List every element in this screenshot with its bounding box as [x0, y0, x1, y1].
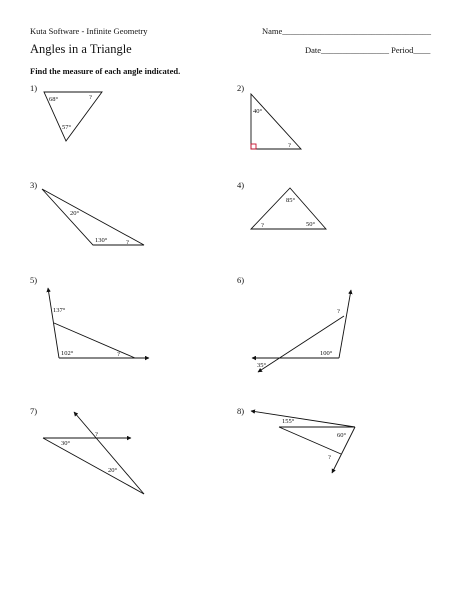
name-field: Name___________________________________	[262, 26, 432, 36]
problem-8-number: 8)	[237, 406, 245, 416]
problem-2-number: 2)	[237, 83, 245, 93]
right-angle-mark	[251, 144, 256, 149]
angle-label-2b: ?	[288, 142, 291, 149]
angle-label-1b: ?	[89, 94, 92, 101]
problem-5-number: 5)	[30, 275, 38, 285]
angle-label-1c: 57°	[62, 124, 72, 131]
angle-label-5b: 102°	[61, 350, 74, 357]
angle-label-4a: 85°	[286, 197, 296, 204]
problem-3-number: 3)	[30, 180, 38, 190]
angle-label-6c: 35°	[257, 362, 267, 369]
angle-label-8b: 60°	[337, 432, 347, 439]
angle-label-3c: ?	[126, 239, 129, 246]
instructions: Find the measure of each angle indicated.	[30, 66, 181, 76]
worksheet-title: Angles in a Triangle	[30, 42, 132, 56]
problem-1-number: 1)	[30, 83, 38, 93]
problem-4-number: 4)	[237, 180, 245, 190]
angle-label-7a: ?	[95, 431, 98, 438]
triangle-3	[42, 189, 144, 245]
angle-label-2a: 40°	[253, 108, 263, 115]
software-label: Kuta Software - Infinite Geometry	[30, 26, 148, 36]
figure-5	[48, 288, 149, 358]
angle-label-6a: ?	[337, 308, 340, 315]
angle-label-5a: 137°	[53, 307, 66, 314]
problem-7-number: 7)	[30, 406, 38, 416]
figure-6	[252, 290, 351, 372]
angle-label-3a: 20°	[70, 210, 80, 217]
angle-label-5c: ?	[117, 351, 120, 358]
problem-6-number: 6)	[237, 275, 245, 285]
angle-label-4c: 50°	[306, 221, 316, 228]
angle-label-8a: 155°	[282, 418, 295, 425]
angle-label-8c: ?	[328, 454, 331, 461]
angle-label-4b: ?	[261, 222, 264, 229]
figure-7	[43, 412, 144, 494]
date-period-field: Date________________ Period____	[305, 45, 431, 55]
angle-label-7b: 30°	[61, 440, 71, 447]
triangle-2	[251, 94, 301, 149]
angle-label-7c: 20°	[108, 467, 118, 474]
angle-label-3b: 130°	[95, 237, 108, 244]
figure-8	[251, 411, 355, 473]
angle-label-1a: 68°	[49, 96, 59, 103]
angle-label-6b: 100°	[320, 350, 333, 357]
